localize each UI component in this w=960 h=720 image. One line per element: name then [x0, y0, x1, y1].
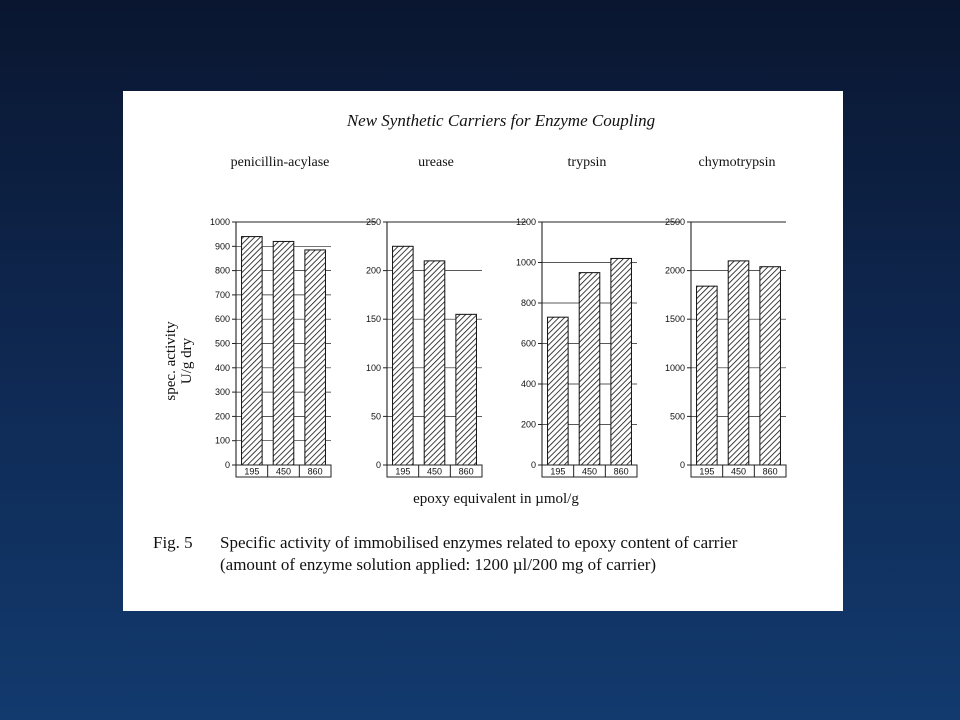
- panel-chymotrypsin: [665, 155, 786, 477]
- y-axis-label: [163, 321, 195, 401]
- x-tick-label: 860: [307, 466, 323, 477]
- bar-trypsin-195: [548, 317, 569, 465]
- bar-urease-195: [393, 246, 414, 465]
- bar-chymotrypsin-450: [728, 261, 749, 465]
- y-tick-label: 1500: [664, 314, 685, 325]
- x-tick-label: 450: [275, 466, 292, 477]
- x-tick-label: 450: [426, 466, 443, 477]
- x-tick-label: 860: [762, 466, 778, 477]
- y-tick-label: 1200: [515, 217, 536, 227]
- bar-penicillin-acylase-195: [242, 237, 263, 465]
- y-tick-label: 1000: [515, 257, 536, 268]
- x-tick-label: 860: [458, 466, 474, 477]
- x-tick-label: 195: [244, 466, 260, 477]
- caption-line-1: Specific activity of immobilised enzymes related to epoxy content of carrier: [220, 533, 738, 552]
- bar-urease-450: [424, 261, 445, 465]
- y-tick-label: 600: [520, 338, 536, 349]
- x-tick-label: 450: [730, 466, 747, 477]
- y-tick-label: 250: [365, 217, 381, 227]
- y-tick-label: 150: [365, 314, 381, 325]
- chart-panels: [210, 155, 786, 477]
- bar-urease-860: [456, 314, 477, 465]
- x-axis-label: epoxy equivalent in µmol/g: [413, 491, 579, 507]
- y-tick-label: 50: [370, 411, 381, 422]
- y-tick-label: 0: [530, 460, 536, 470]
- y-tick-label: 2500: [664, 217, 685, 227]
- x-tick-label: 195: [395, 466, 411, 477]
- x-tick-label: 195: [550, 466, 566, 477]
- bar-penicillin-acylase-450: [273, 241, 294, 465]
- y-axis-label-line-1: spec. activity: [163, 321, 179, 401]
- y-tick-label: 700: [214, 289, 230, 300]
- figure-caption: [153, 533, 738, 574]
- y-tick-label: 0: [224, 460, 230, 470]
- y-tick-label: 600: [214, 314, 230, 325]
- y-tick-label: 200: [520, 419, 536, 430]
- y-tick-label: 800: [214, 265, 230, 276]
- y-tick-label: 100: [365, 362, 381, 373]
- y-tick-label: 200: [214, 411, 230, 422]
- x-tick-label: 450: [581, 466, 598, 477]
- y-tick-label: 0: [375, 460, 381, 470]
- panel-penicillin-acylase: [210, 155, 376, 477]
- bar-trypsin-450: [579, 273, 600, 465]
- bar-chymotrypsin-860: [760, 267, 781, 465]
- y-tick-label: 400: [520, 379, 536, 389]
- y-tick-label: 1000: [209, 217, 230, 227]
- caption-label: Fig. 5: [153, 533, 193, 552]
- y-tick-label: 100: [214, 435, 230, 446]
- y-tick-label: 200: [365, 265, 381, 276]
- bar-penicillin-acylase-860: [305, 250, 326, 465]
- x-tick-label: 195: [699, 466, 715, 477]
- y-tick-label: 900: [214, 241, 230, 252]
- panel-title-chymotrypsin: chymotrypsin: [698, 155, 776, 170]
- y-tick-label: 500: [214, 338, 230, 349]
- y-tick-label: 2000: [664, 265, 685, 276]
- panel-title-penicillin-acylase: penicillin-acylase: [230, 155, 330, 170]
- scanned-figure: [123, 91, 843, 611]
- panel-trypsin: [516, 155, 680, 477]
- figure-svg: [123, 91, 843, 611]
- y-tick-label: 1000: [664, 362, 685, 373]
- caption-line-2: (amount of enzyme solution applied: 1200 µl/200 mg of carrier): [220, 555, 657, 574]
- panel-urease: [366, 155, 527, 477]
- y-tick-label: 0: [679, 460, 685, 470]
- y-tick-label: 500: [669, 411, 685, 422]
- panel-title-urease: urease: [418, 155, 454, 170]
- panel-title-trypsin: trypsin: [567, 155, 607, 170]
- bar-chymotrypsin-195: [697, 286, 718, 465]
- x-tick-label: 860: [613, 466, 629, 477]
- y-tick-label: 400: [214, 362, 230, 373]
- y-axis-label-line-2: U/g dry: [179, 337, 195, 385]
- bar-trypsin-860: [611, 258, 632, 465]
- figure-title: New Synthetic Carriers for Enzyme Coupling: [346, 111, 656, 130]
- y-tick-label: 800: [520, 298, 536, 308]
- y-tick-label: 300: [214, 387, 230, 398]
